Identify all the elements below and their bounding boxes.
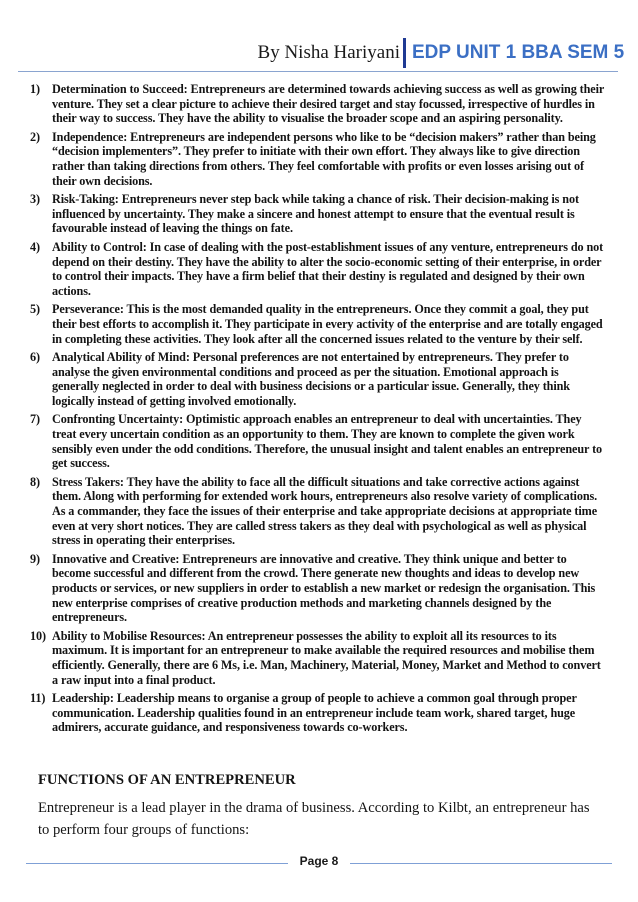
item-number: 4) <box>30 239 40 254</box>
list-item <box>30 412 604 470</box>
list-item <box>30 82 604 126</box>
item-number: 9) <box>30 551 40 566</box>
scanned-list <box>30 82 604 739</box>
section-heading: FUNCTIONS OF AN ENTREPRENEUR <box>38 772 296 788</box>
page-header <box>0 36 638 70</box>
list-item <box>30 475 604 548</box>
item-number: 2) <box>30 129 40 144</box>
list-item <box>30 130 604 188</box>
list-item <box>30 302 604 346</box>
item-text: This is the most demanded quality in the entrepreneurs. Once they commit a goal, they put their best efforts to accomplish it. They participate in every activity of the enterprise and are totally engaged in completing these activities. They look after all the concerned issues related to the venture by their self. <box>52 302 603 346</box>
list-item <box>30 192 604 236</box>
item-text: Personal preferences are not entertained by entrepreneurs. They prefer to analyse the given environmental conditions and proceed as per the situation. Emotional approach is generally neglected in order to deal with business decisions or a particular issue. Generally, they think logically instead of getting involved emotionally. <box>52 350 570 408</box>
item-text: In case of dealing with the post-establishment issues of any venture, entrepreneurs do not depend on their destiny. They have the ability to alter the socio-economic setting of their enterprise, in order to control their impacts. They have a firm belief that their destiny is regulated and designed by their own actions. <box>52 239 604 298</box>
item-number: 5) <box>30 302 40 317</box>
item-term: Innovative and Creative: <box>52 551 180 566</box>
item-number: 1) <box>30 82 40 96</box>
section-paragraph: Entrepreneur is a lead player in the drama of business. According to Kilbt, an entrepreneur has to perform four groups of functions: <box>38 800 590 838</box>
list-item <box>30 350 604 408</box>
item-text: They have the ability to face all the difficult situations and take corrective actions against them. Along with performing for extended work hours, entrepreneurs also resolve variety of complications. As a commander, they face the issues of their enterprise and take appropriate decisions at appropriate time even at very short notices. They are called stress takers as they deal with psychological as well as physical stress in operating their enterprises. <box>52 474 598 548</box>
item-text: Entrepreneurs are innovative and creative. They think unique and better to become successful and different from the crowd. There generate new thoughts and ideas to develop new products or services, or new suppliers in order to establish a new market or redesign the organisation. This new enterprise comprises of creative production methods and marketing channels designed by the entrepreneurs. <box>52 551 596 625</box>
item-number: 8) <box>30 474 40 489</box>
item-number: 7) <box>30 412 40 427</box>
page-footer <box>0 854 638 874</box>
item-term: Risk-Taking: <box>52 192 119 207</box>
item-term: Ability to Control: <box>52 239 147 254</box>
item-text: Entrepreneurs are independent persons who like to be “decision makers” rather than being “decision implementers”. They prefer to initiate with their own effort. They always like to give direction rather than taking directions from others. They feel comfortable with profits or even losses arising out of their own decisions. <box>52 129 596 188</box>
item-number: 6) <box>30 350 40 365</box>
course-title: EDP UNIT 1 BBA SEM 5 <box>412 42 625 63</box>
footer-rule-right <box>350 863 612 864</box>
page-number: Page 8 <box>299 854 339 868</box>
item-term: Leadership: <box>52 691 114 706</box>
item-term: Determination to Succeed: <box>52 82 188 96</box>
header-rule <box>18 71 618 72</box>
item-term: Stress Takers: <box>52 474 124 489</box>
list-item <box>30 552 604 625</box>
item-number: 10) <box>30 628 46 643</box>
list-item <box>30 691 604 735</box>
item-term: Analytical Ability of Mind: <box>52 350 190 365</box>
item-term: Ability to Mobilise Resources: <box>52 628 206 643</box>
item-term: Independence: <box>52 129 128 144</box>
footer-rule-left <box>26 863 288 864</box>
list-item <box>30 629 604 687</box>
item-term: Confronting Uncertainty: <box>52 412 184 427</box>
item-text: An entrepreneur possesses the ability to exploit all its resources to its maximum. It is important for an entrepreneur to make available the required resources and mobilise them efficiently. Generally, there are 6 Ms, i.e. Man, Machinery, Material, Money, Market and Method to convert a raw input into a final product. <box>52 628 601 687</box>
item-text: Leadership means to organise a group of people to achieve a common goal through proper communication. Leadership qualities found in an entrepreneur include team work, shared target, huge admirers, accurate guidance, and responsiveness towards co-workers. <box>52 691 577 735</box>
author-name: By Nisha Hariyani <box>257 42 400 63</box>
item-term: Perseverance: <box>52 302 124 317</box>
item-text: Entrepreneurs never step back while taking a chance of risk. Their decision-making is not influenced by uncertainty. They make a sincere and honest attempt to ensure that the eventual result is favourable instead of leaving the things on fate. <box>52 192 579 236</box>
list-item <box>30 240 604 298</box>
item-text: Optimistic approach enables an entrepreneur to deal with uncertainties. They treat every uncertain condition as an opportunity to them. They are known to complete the given work sensibly even under the odd conditions. Therefore, the unusual insight and talent enables an entrepreneur to get success. <box>52 412 603 471</box>
item-number: 3) <box>30 192 40 207</box>
item-text: Entrepreneurs are determined towards achieving success as well as growing their venture. They set a clear picture to achieve their desired target and stay focussed, irrespective of hurdles in their way to success. They have the ability to visualise the broader scope and an aspiring personality. <box>52 82 604 126</box>
item-number: 11) <box>30 691 46 706</box>
header-divider <box>403 38 406 68</box>
